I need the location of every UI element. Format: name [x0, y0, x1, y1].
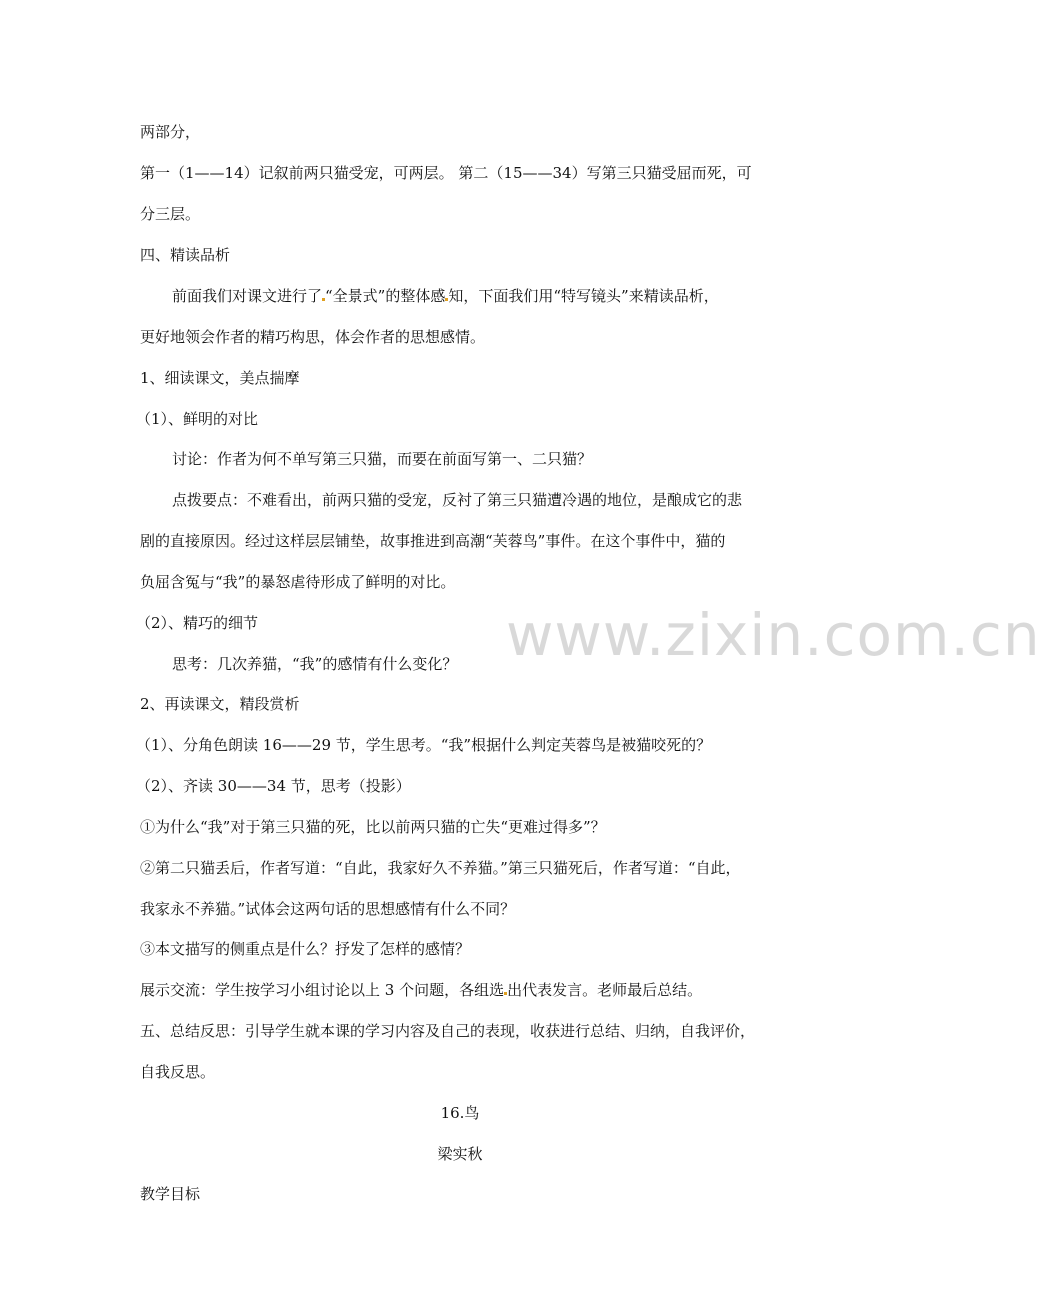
paragraph-line [140, 980, 702, 1000]
text-line: 第一（1——14）记叙前两只猫受宠，可两层。 第二（15——34）写第三只猫受屈而死，可 [140, 164, 752, 182]
question-line: ③本文描写的侧重点是什么？抒发了怎样的感情？ [140, 940, 471, 958]
text-line: 自我反思。 [140, 1063, 216, 1081]
item-heading: （2）、精巧的细节 [136, 614, 259, 632]
subsection-heading: 2、再读课文，精段赏析 [140, 695, 300, 713]
text-line: 思考：几次养猫，“我”的感情有什么变化？ [172, 655, 458, 673]
text-segment: 前面我们对课文进行了 [172, 287, 323, 305]
text-line: 两部分， [140, 123, 201, 141]
text-segment: 展示交流：学生按学习小组讨论以上 3 个问题，各组选 [140, 981, 505, 999]
text-segment: “全景式”的整体感 [325, 287, 446, 305]
question-line: ②第二只猫丢后，作者写道：“自此，我家好久不养猫。”第三只猫死后，作者写道：“自此， [140, 859, 741, 877]
text-line: 讨论：作者为何不单写第三只猫，而要在前面写第一、二只猫？ [172, 450, 593, 468]
text-line: 分三层。 [140, 205, 201, 223]
text-line: 更好地领会作者的精巧构思，体会作者的思想感情。 [140, 328, 486, 346]
item-heading: （1）、鲜明的对比 [136, 410, 259, 428]
question-line: ①为什么“我”对于第三只猫的死，比以前两只猫的亡失“更难过得多”？ [140, 818, 606, 836]
text-segment: 知，下面我们用“特写镜头”来精读品析， [448, 287, 719, 305]
watermark: www.zixin.com.cn [506, 601, 1041, 669]
text-line: 点拨要点：不难看出，前两只猫的受宠，反衬了第三只猫遭冷遇的地位，是酿成它的悲 [172, 491, 743, 509]
text-line: 负屈含冤与“我”的暴怒虐待形成了鲜明的对比。 [140, 573, 456, 591]
section-heading: 教学目标 [140, 1185, 201, 1203]
text-segment: 出代表发言。老师最后总结。 [507, 981, 703, 999]
section-heading: 五、总结反思：引导学生就本课的学习内容及自己的表现，收获进行总结、归纳，自我评价， [140, 1022, 756, 1040]
lesson-title: 16.鸟 [440, 1104, 480, 1122]
text-line: （1）、分角色朗读 16——29 节，学生思考。“我”根据什么判定芙蓉鸟是被猫咬死的？ [136, 736, 712, 754]
subsection-heading: 1、细读课文，美点揣摩 [140, 369, 300, 387]
text-line: 我家永不养猫。”试体会这两句话的思想感情有什么不同？ [140, 900, 516, 918]
text-line: （2）、齐读 30——34 节，思考（投影） [136, 777, 411, 795]
paragraph-line [172, 286, 719, 306]
text-line: 剧的直接原因。经过这样层层铺垫，故事推进到高潮“芙蓉鸟”事件。在这个事件中，猫的 [140, 532, 726, 550]
section-heading: 四、精读品析 [140, 246, 231, 264]
author-name: 梁实秋 [437, 1145, 483, 1163]
